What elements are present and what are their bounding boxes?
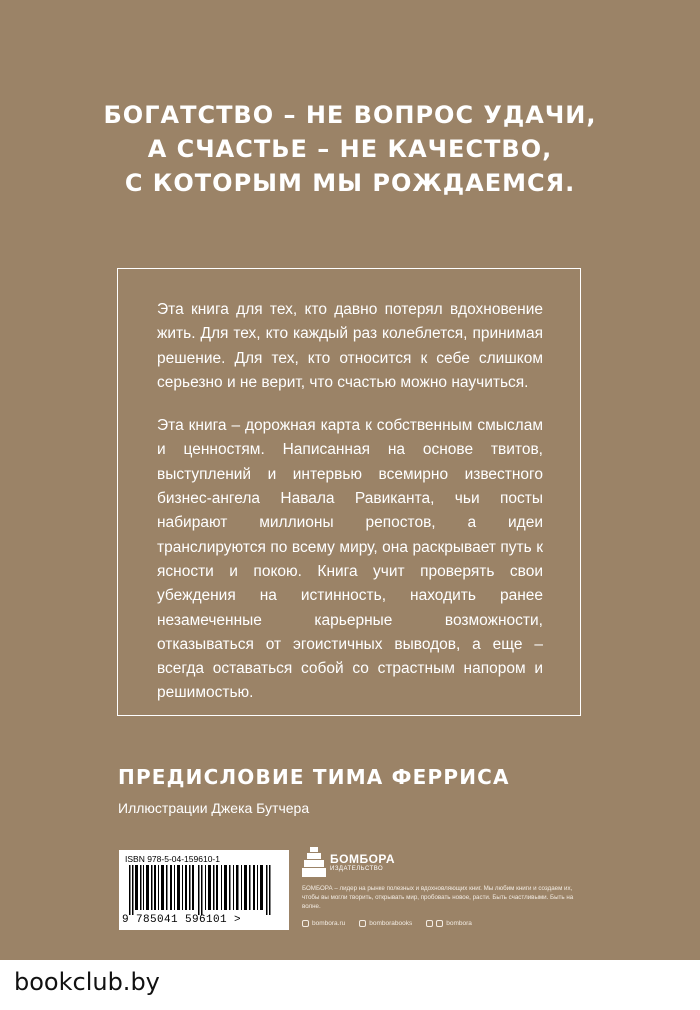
illustrations-credit: Иллюстрации Джека Бутчера: [118, 800, 310, 816]
headline-line-2: А СЧАСТЬЕ – НЕ КАЧЕСТВО,: [147, 135, 553, 163]
vk-icon: [359, 920, 366, 927]
publisher-links: [302, 920, 472, 927]
headline-line-3: С КОТОРЫМ МЫ РОЖДАЕМСЯ.: [124, 169, 576, 197]
instagram-icon: [426, 920, 433, 927]
headline: [0, 98, 700, 200]
social-link[interactable]: [426, 920, 472, 927]
telegram-icon: [436, 920, 443, 927]
publisher-name: БОМБОРА: [330, 852, 396, 866]
website-label: bombora.ru: [312, 920, 346, 927]
publisher-description: БОМБОРА – лидер на рынке полезных и вдохновляющих книг. Мы любим книги и создаем их, чтобы вы могли творить, открывать мир, пробовать новое, расти. Быть счастливыми. Быть на волне.: [302, 885, 574, 910]
ean-digits: 9 785041 596101 >: [122, 914, 242, 926]
blurb-paragraph-2: Эта книга – дорожная карта к собственным смыслам и ценностям. Написанная на основе твитов, выступлений и интервью всемирно известного бизнес-ангела Навала Равиканта, чьи посты набирают миллионы репостов, а идеи транслируются по всему миру, она раскрывает путь к ясности и покою. Книга учит проверять свои убеждения на истинность, находить ранее незамеченные карьерные возможности, отказываться от эгоистичных выводов, а еще – всегда оставаться собой со страстным напором и решимостью.: [157, 417, 543, 702]
foreword-credit: ПРЕДИСЛОВИЕ ТИМА ФЕРРИСА: [118, 765, 510, 789]
headline-line-1: БОГАТСТВО – НЕ ВОПРОС УДАЧИ,: [103, 101, 597, 129]
globe-icon: [302, 920, 309, 927]
vk-label: bomborabooks: [369, 920, 413, 927]
social-label: bombora: [446, 920, 472, 927]
site-watermark: bookclub.by: [14, 968, 160, 996]
publisher-subtitle: ИЗДАТЕЛЬСТВО: [330, 866, 384, 872]
blurb-paragraph-1: Эта книга для тех, кто давно потерял вдохновение жить. Для тех, кто каждый раз колеблется, принимая решение. Для тех, кто относится к себе слишком серьезно и не верит, что счастью можно научиться.: [157, 301, 543, 391]
barcode-label: [119, 850, 289, 930]
isbn-text: ISBN 978-5-04-159610-1: [125, 854, 220, 864]
website-link[interactable]: [302, 920, 345, 927]
blurb-text: [157, 298, 543, 725]
publisher-logo-icon: [302, 845, 326, 881]
barcode-bars: [125, 865, 283, 915]
vk-link[interactable]: [359, 920, 412, 927]
